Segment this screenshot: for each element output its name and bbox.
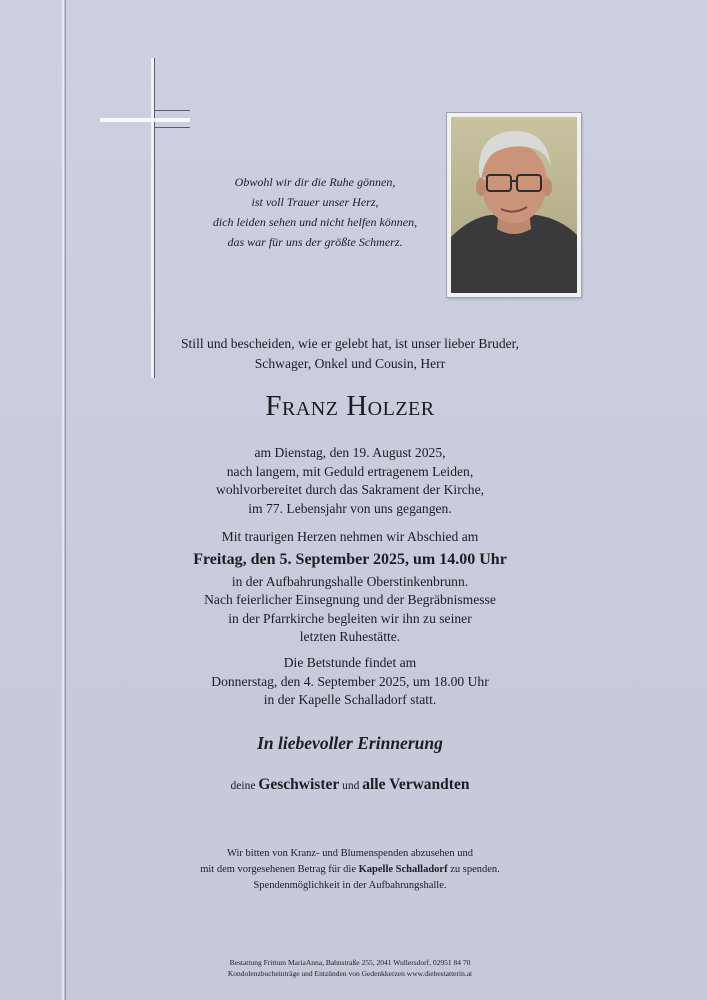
death-notice-line: wohlvorbereitet durch das Sakrament der Kirche, xyxy=(216,482,484,497)
prayer-line: Donnerstag, den 4. September 2025, um 18.00 Uhr xyxy=(211,673,489,689)
farewell-detail: letzten Ruhestätte. xyxy=(299,629,401,644)
poem-line: ist voll Trauer unser Herz, xyxy=(251,195,379,209)
donation-recipient: Kapelle Schalladorf xyxy=(358,864,448,875)
death-notice-line: am Dienstag, den 19. August 2025, xyxy=(254,445,446,460)
donation-line xyxy=(100,862,600,878)
family-siblings: Geschwister xyxy=(258,776,340,793)
donation-line: Spendenmöglichkeit in der Aufbahrungshalle. xyxy=(253,880,447,891)
death-notice xyxy=(100,444,600,518)
donation-text: mit dem vorgesehenen Betrag für die xyxy=(200,864,356,875)
intro-line: Still und bescheiden, wie er gelebt hat, ist unser lieber Bruder, xyxy=(180,336,520,351)
poem-line: das war für uns der größte Schmerz. xyxy=(227,235,403,249)
family-prefix: deine xyxy=(230,780,256,792)
prayer-section xyxy=(100,654,600,710)
donation-text: zu spenden. xyxy=(450,864,500,875)
family-signature xyxy=(100,774,600,797)
poem-line: dich leiden sehen und nicht helfen können, xyxy=(212,215,418,229)
death-notice-line: im 77. Lebensjahr von uns gegangen. xyxy=(248,500,452,516)
footer-line: Bestattung Frittum MariaAnna, Bahnstraße 255, 2041 Wullersdorf, 02951 84 70 xyxy=(229,958,471,967)
farewell-section xyxy=(100,528,600,647)
donation-note xyxy=(100,846,600,894)
funeral-home-footer xyxy=(100,957,600,979)
poem xyxy=(190,172,440,252)
portrait-photo xyxy=(447,113,581,297)
memory-heading: In liebevoller Erinnerung xyxy=(257,733,443,753)
farewell-detail: in der Pfarrkirche begleiten wir ihn zu seiner xyxy=(228,610,472,626)
poem-line: Obwohl wir dir die Ruhe gönnen, xyxy=(234,175,396,189)
prayer-line: Die Betstunde findet am xyxy=(283,655,417,670)
intro-text xyxy=(100,334,600,374)
farewell-detail: Nach feierlicher Einsegnung und der Begräbnismesse xyxy=(204,592,496,607)
farewell-lead: Mit traurigen Herzen nehmen wir Abschied am xyxy=(221,529,479,544)
death-notice-line: nach langem, mit Geduld ertragenem Leiden, xyxy=(226,463,474,479)
left-edge-line xyxy=(62,0,68,1000)
family-and: und xyxy=(342,780,360,792)
prayer-line: in der Kapelle Schalladorf statt. xyxy=(263,692,437,707)
intro-line: Schwager, Onkel und Cousin, Herr xyxy=(254,356,446,371)
footer-line: Kondolenzbucheinträge und Entzünden von Gedenkkerzen www.diebestatterin.at xyxy=(227,969,473,978)
donation-line: Wir bitten von Kranz- und Blumenspenden abzusehen und xyxy=(227,848,473,859)
funeral-date: Freitag, den 5. September 2025, um 14.00 Uhr xyxy=(193,550,507,568)
farewell-detail: in der Aufbahrungshalle Oberstinkenbrunn. xyxy=(231,573,469,589)
deceased-name: Franz Holzer xyxy=(265,390,435,422)
family-relatives: alle Verwandten xyxy=(362,776,470,793)
